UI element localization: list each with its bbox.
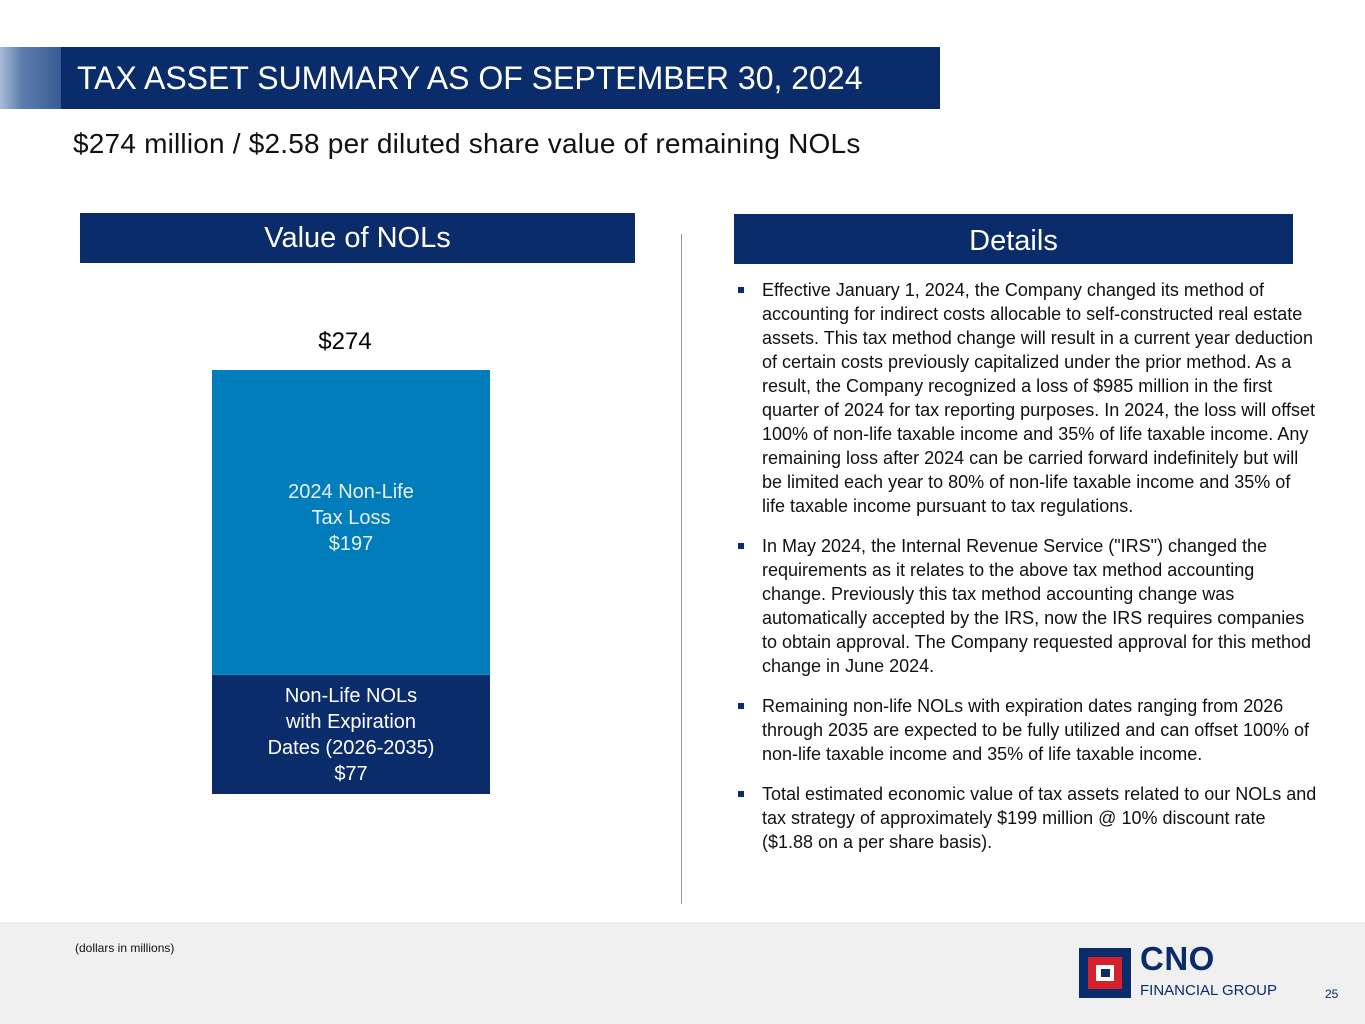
details-bullet-item xyxy=(738,278,1318,518)
logo-wordmark: CNO xyxy=(1140,940,1215,977)
details-bullet-item xyxy=(738,782,1318,854)
page-subtitle: $274 million / $2.58 per diluted share value of remaining NOLs xyxy=(73,128,861,159)
bullet-square-icon xyxy=(738,703,744,709)
bullet-square-icon xyxy=(738,287,744,293)
bar-segment-label-0 xyxy=(212,683,490,787)
bar-label-line: Dates (2026-2035) xyxy=(267,736,435,759)
cno-logo xyxy=(1079,940,1319,1000)
page-number: 25 xyxy=(1325,987,1339,1001)
details-bullet-text: Total estimated economic value of tax assets related to our NOLs and tax strategy of approximately $199 million @ 10% discount rate ($1.88 on a per share basis). xyxy=(762,784,1317,852)
bullet-square-icon xyxy=(738,543,744,549)
details-header: Details xyxy=(734,214,1293,264)
details-bullet-item xyxy=(738,694,1318,766)
cno-logo-mark-icon xyxy=(1079,948,1131,998)
bar-label-line: Tax Loss xyxy=(311,507,391,530)
bar-label-line: with Expiration xyxy=(285,710,417,733)
bar-label-line: $197 xyxy=(328,533,374,556)
value-of-nols-header: Value of NOLs xyxy=(80,213,635,263)
details-bullet-list xyxy=(738,278,1318,870)
bar-label-line: $77 xyxy=(334,762,368,785)
bar-label-line: Non-Life NOLs xyxy=(284,684,418,707)
details-bullet-text: Remaining non-life NOLs with expiration dates ranging from 2026 through 2035 are expected to be fully utilized and can offset 100% of non-life taxable income and 35% of life taxable income. xyxy=(762,696,1310,764)
bar-total-label: $274 xyxy=(318,328,372,355)
logo-subtitle: FINANCIAL GROUP xyxy=(1140,982,1277,999)
details-bullet-text: Effective January 1, 2024, the Company changed its method of accounting for indirect costs allocable to self-constructed real estate assets. This tax method change will result in a current year deduction of certain costs previously capitalized under the prior method. As a result, the Company recognized a loss of $985 million in the first quarter of 2024 for tax reporting purposes. In 2024, the loss will offset 100% of non-life taxable income and 35% of life taxable income. Any remaining loss after 2024 can be carried forward indefinitely but will be limited each year to 80% of non-life taxable income and 35% of life taxable income pursuant to tax regulations. xyxy=(762,280,1315,516)
details-bullet-item xyxy=(738,534,1318,678)
details-bullet-text: In May 2024, the Internal Revenue Service ("IRS") changed the requirements as it relates to the above tax method accounting change. Previously this tax method accounting change was automatically accepted by the IRS, now the IRS requires companies to obtain approval. The Company requested approval for this method change in June 2024. xyxy=(762,536,1311,676)
bar-label-line: 2024 Non-Life xyxy=(288,481,414,504)
page-title: TAX ASSET SUMMARY AS OF SEPTEMBER 30, 2024 xyxy=(77,60,863,96)
footnote: (dollars in millions) xyxy=(75,941,175,955)
footer xyxy=(0,922,1365,1024)
bar-segment-label-1 xyxy=(212,479,490,557)
bullet-square-icon xyxy=(738,791,744,797)
